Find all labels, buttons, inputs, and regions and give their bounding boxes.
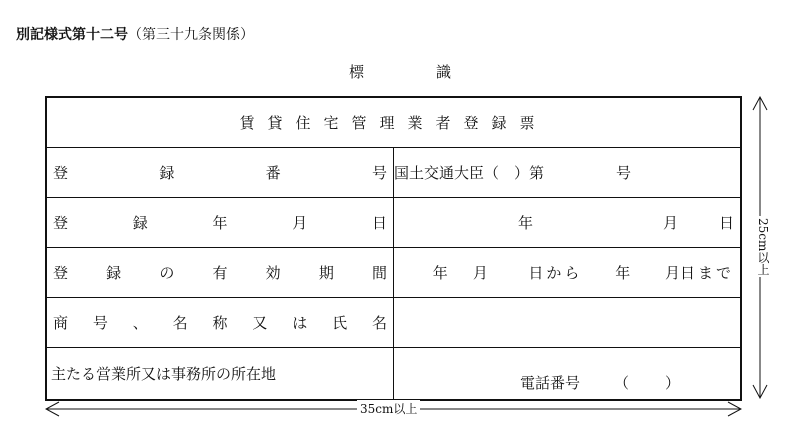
registration-number-label: 登録番号: [46, 147, 394, 197]
registration-date-row: [46, 197, 741, 247]
registration-number-suffix: 号: [616, 163, 632, 182]
validity-start-month: 月: [472, 263, 488, 282]
table-header-text: 賃貸住宅管理業者登録票: [239, 113, 548, 132]
sign-title-right: 識: [436, 63, 452, 81]
height-dimension-label: 25cm以上: [751, 216, 769, 277]
phone-label: 電話番号: [520, 374, 581, 392]
width-dimension: [45, 398, 742, 420]
validity-end-month: 月: [664, 263, 680, 282]
registration-table: [45, 96, 742, 401]
validity-period-label: 登録の有効期間: [46, 247, 394, 297]
registration-date-label: 登録年月日: [46, 197, 394, 247]
registration-number-row: [46, 147, 741, 197]
width-dimension-label: 35cm以上: [357, 400, 420, 417]
phone-paren-open: （: [614, 374, 630, 392]
trade-name-row: [46, 297, 741, 347]
trade-name-value[interactable]: [394, 297, 742, 347]
validity-end-year: 年: [615, 263, 631, 282]
registration-date-year: 年: [518, 213, 534, 232]
validity-start-day: 日から: [528, 263, 583, 282]
validity-period-row: [46, 247, 741, 297]
sign-title: [0, 61, 800, 82]
height-dimension: [749, 96, 771, 399]
sign-title-left: 標: [348, 63, 364, 81]
registration-date-day: 日: [718, 213, 734, 232]
office-location-value[interactable]: [394, 347, 742, 400]
office-location-row: [46, 347, 741, 400]
validity-start-year: 年: [432, 263, 448, 282]
validity-end-day: 日まで: [679, 263, 734, 282]
form-number: 別記様式第十二号: [16, 27, 128, 43]
validity-period-value[interactable]: [394, 247, 742, 297]
form-heading: [16, 24, 254, 44]
office-location-label: 主たる営業所又は事務所の所在地: [46, 347, 394, 400]
table-header-cell: [46, 97, 741, 147]
registration-number-value[interactable]: [394, 147, 742, 197]
registration-date-value[interactable]: [394, 197, 742, 247]
registration-date-month: 月: [663, 213, 679, 232]
trade-name-label: 商号、名称又は氏名: [46, 297, 394, 347]
registration-number-prefix: 国土交通大臣（ ）第: [394, 163, 545, 182]
phone-paren-close: ）: [665, 374, 681, 392]
form-article-note: （第三十九条関係）: [128, 27, 254, 43]
table-header-row: [46, 97, 741, 147]
